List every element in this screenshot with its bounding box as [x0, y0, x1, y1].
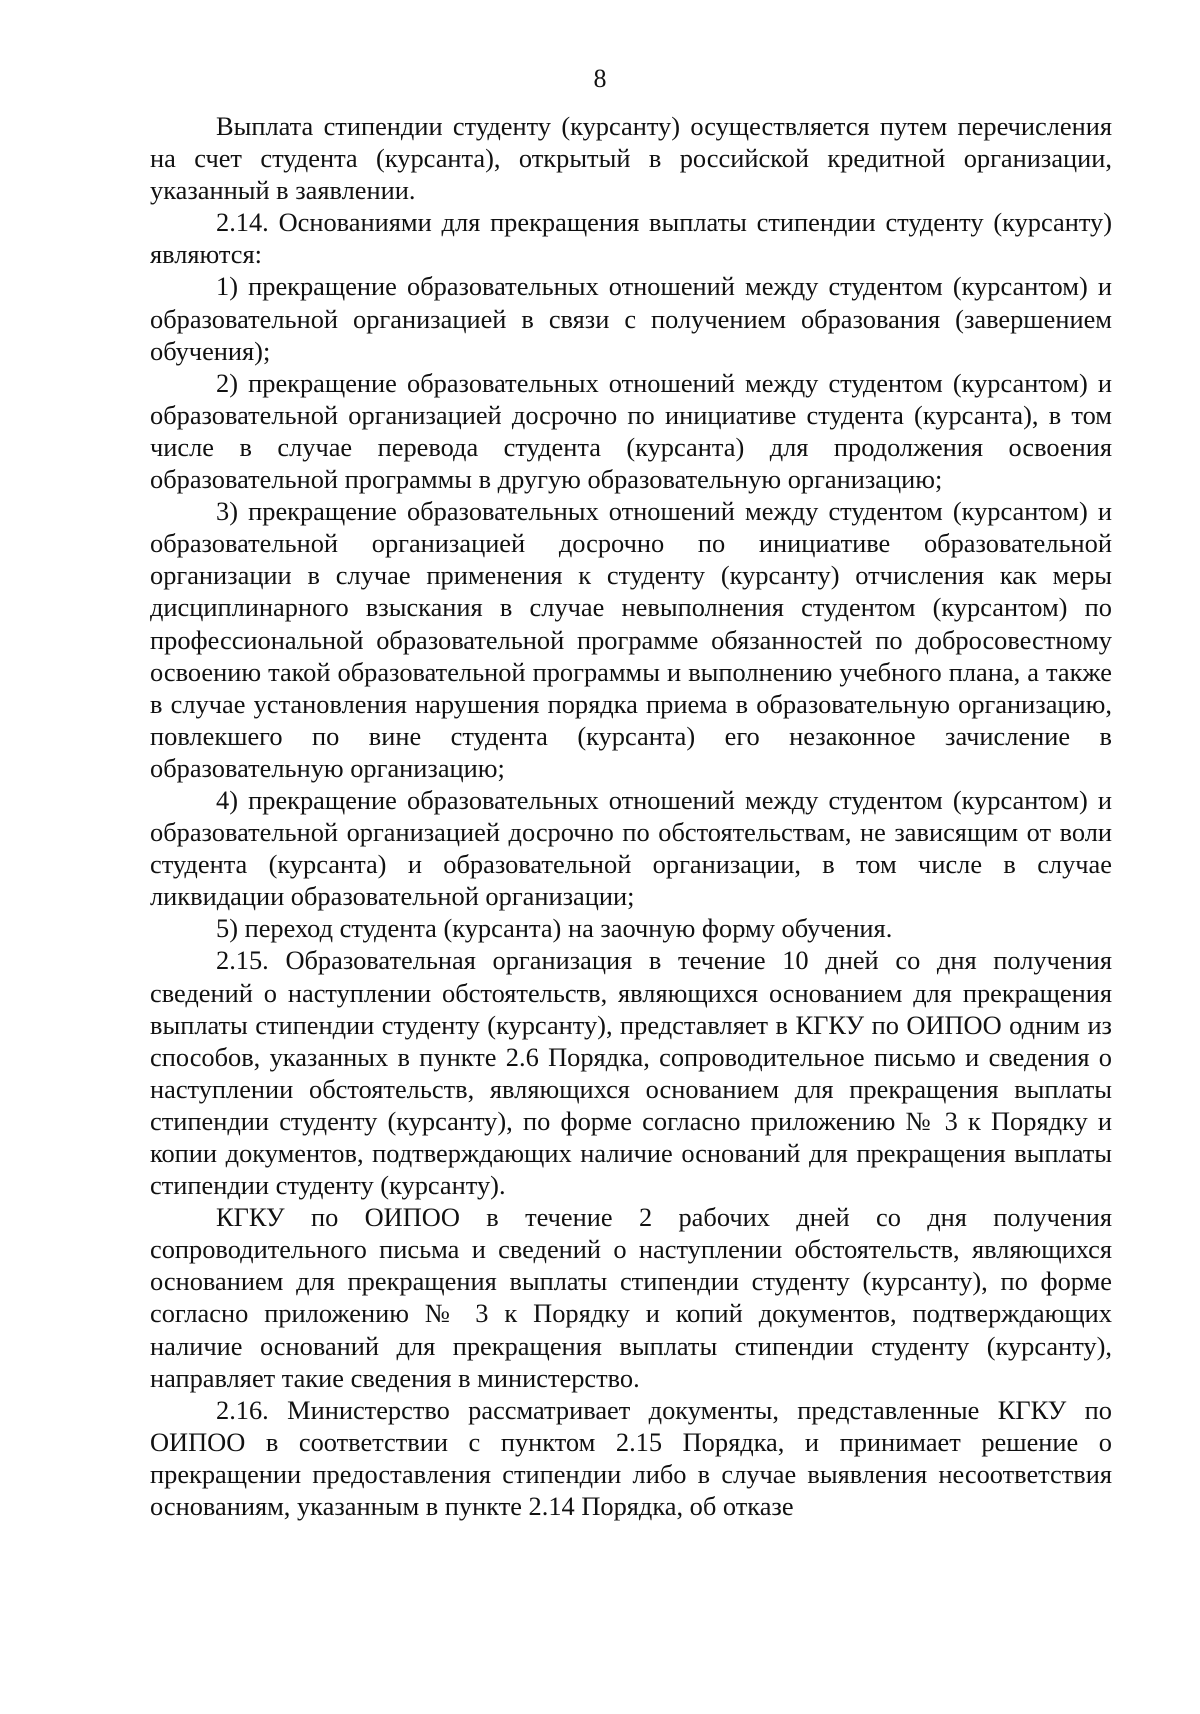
paragraph-2-14-item-2: 2) прекращение образовательных отношений между студентом (курсантом) и образовательной организацией досрочно по инициативе студента (курсанта), в том числе в случае перевода студента (курсанта) для продолжения освоения образовательной программы в другую образовательную организацию;	[150, 367, 1112, 495]
paragraph-2-14-heading: 2.14. Основаниями для прекращения выплаты стипендии студенту (курсанту) являются:	[150, 207, 1112, 270]
paragraph-2-14-item-1: 1) прекращение образовательных отношений между студентом (курсантом) и образовательной организацией в связи с получением образования (завершением обучения);	[150, 271, 1112, 366]
paragraph-2-15-kgku: КГКУ по ОИПОО в течение 2 рабочих дней со дня получения сопроводительного письма и сведений о наступлении обстоятельств, являющихся основанием для прекращения выплаты стипендии студенту (курсанту), по форме согласно приложению № 3 к Порядку и копий документов, подтверждающих наличие оснований для прекращения выплаты стипендии студенту (курсанту), направляет такие сведения в министерство.	[150, 1202, 1112, 1393]
paragraph-2-15: 2.15. Образовательная организация в течение 10 дней со дня получения сведений о наступлении обстоятельств, являющихся основанием для прекращения выплаты стипендии студенту (курсанту), представляет в КГКУ по ОИПОО одним из способов, указанных в пункте 2.6 Порядка, сопроводительное письмо и сведения о наступлении обстоятельств, являющихся основанием для прекращения выплаты стипендии студенту (курсанту), по форме согласно приложению № 3 к Порядку и копии документов, подтверждающих наличие оснований для прекращения выплаты стипендии студенту (курсанту).	[150, 945, 1112, 1201]
page-number: 8	[593, 64, 607, 93]
paragraph-2-14-item-3: 3) прекращение образовательных отношений между студентом (курсантом) и образовательной организацией досрочно по инициативе образовательной организации в случае применения к студенту (курсанту) отчисления как меры дисциплинарного взыскания в случае невыполнения студентом (курсантом) по профессиональной образовательной программе обязанностей по добросовестному освоению такой образовательной программы и выполнению учебного плана, а также в случае установления нарушения порядка приема в образовательную организацию, повлекшего по вине студента (курсанта) его незаконное зачисление в образовательную организацию;	[150, 496, 1112, 783]
paragraph-payment-method: Выплата стипендии студенту (курсанту) осуществляется путем перечисления на счет студента (курсанта), открытый в российской кредитной организации, указанный в заявлении.	[150, 111, 1112, 206]
document-body	[150, 110, 1112, 1522]
paragraph-2-14-item-4: 4) прекращение образовательных отношений между студентом (курсантом) и образовательной организацией досрочно по обстоятельствам, не зависящим от воли студента (курсанта) и образовательной организации, в том числе в случае ликвидации образовательной организации;	[150, 784, 1112, 912]
paragraph-2-16: 2.16. Министерство рассматривает документы, представленные КГКУ по ОИПОО в соответствии с пунктом 2.15 Порядка, и принимает решение о прекращении предоставления стипендии либо в случае выявления несоответствия основаниям, указанным в пункте 2.14 Порядка, об отказе	[150, 1394, 1112, 1522]
paragraph-2-14-item-5: 5) переход студента (курсанта) на заочную форму обучения.	[216, 913, 893, 944]
